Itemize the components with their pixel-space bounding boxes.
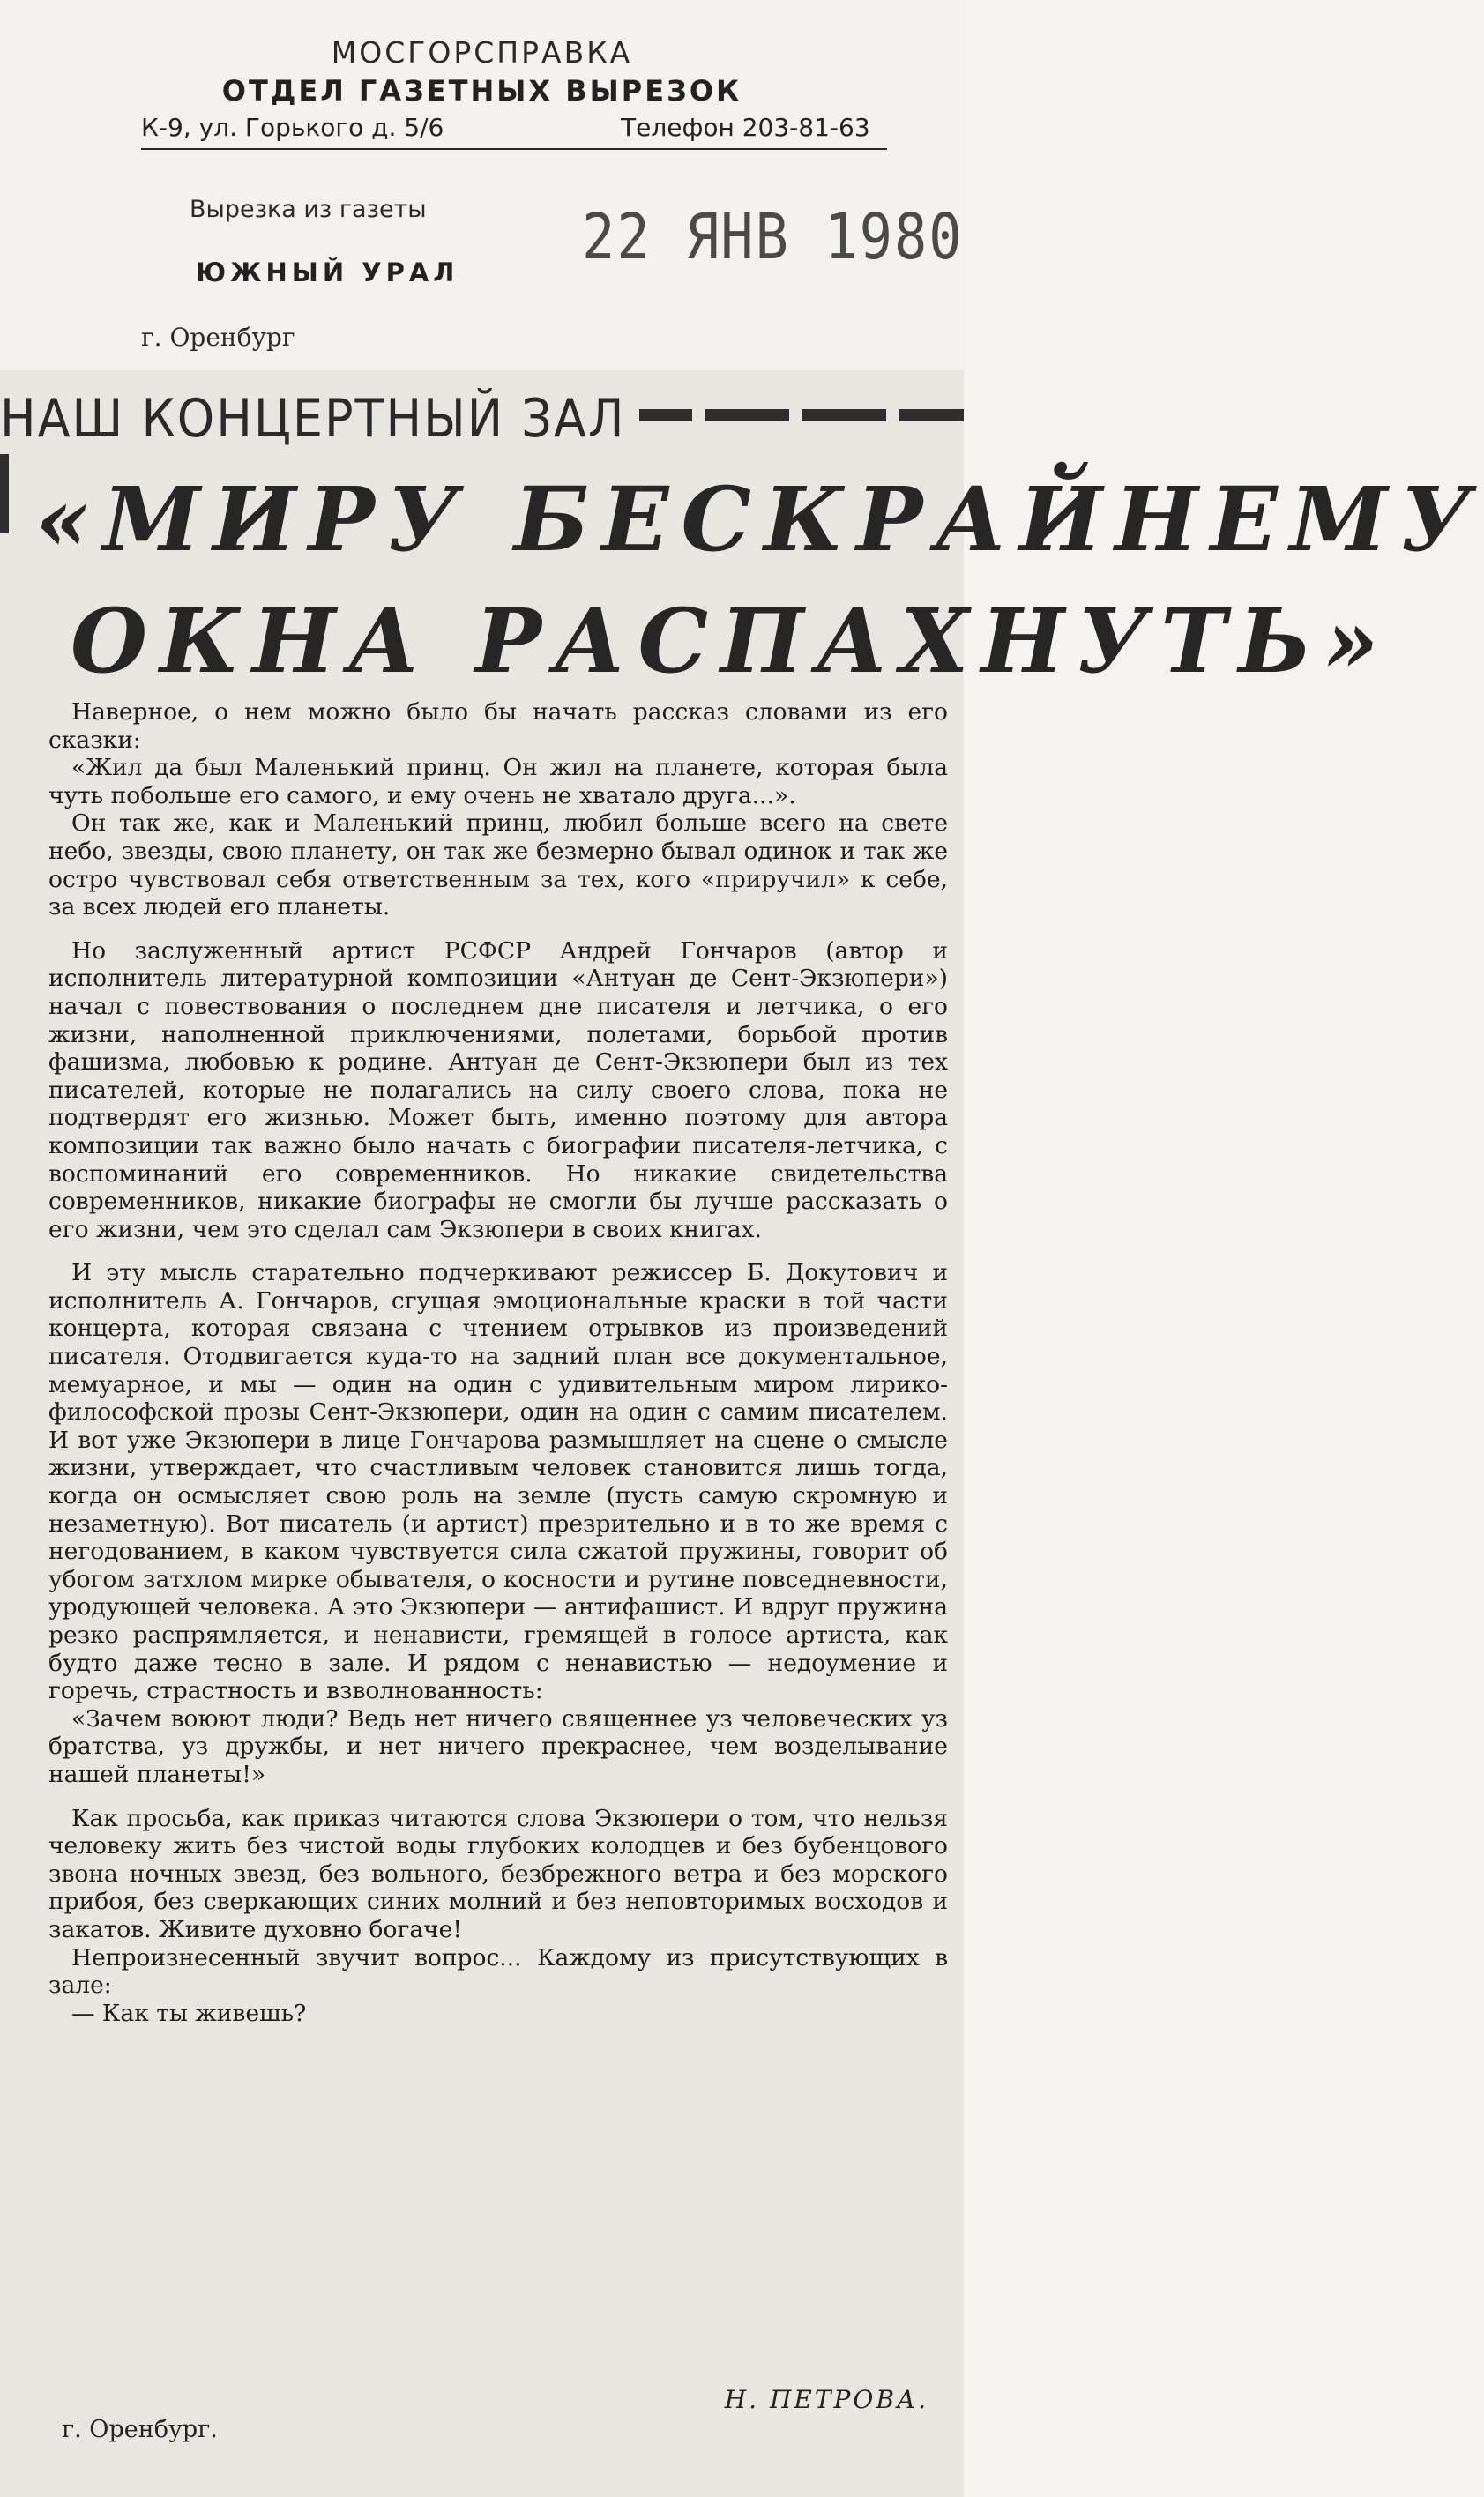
paragraph: Но заслуженный артист РСФСР Андрей Гончаров (автор и исполнитель литературной композиции «Антуан де Сент-Экзюпери») начал с повествования о последнем дне писателя и летчика, о его жизни, наполненной приключениями, полетами, борьбой против фашизма, любовью к родине. Антуан де Сент-Экзюпери был из тех писателей, которые не полагались на силу своего слова, пока не подтвердят его жизнью. Может быть, именно поэтому для автора композиции так важно было начать с биографии писателя-летчика, с воспоминаний его современников. Но никакие свидетельства современников, никакие биографы не смогли бы лучше рассказать о его жизни, чем это сделал сам Экзюпери в своих книгах. <box>48 936 948 1243</box>
clip-source-label: Вырезка из газеты <box>190 196 427 223</box>
paragraph: Наверное, о нем можно было бы начать рассказ словами из его сказки: <box>48 698 948 754</box>
rubric-dash <box>639 409 692 421</box>
clipping-bureau-stamp <box>0 0 964 370</box>
rubric-dash <box>899 409 964 421</box>
headline-line-1: «МИРУ БЕСКРАЙНЕМУ <box>35 467 1484 571</box>
rubric-dash <box>705 409 789 421</box>
newspaper-clipping <box>0 370 1484 2497</box>
headline-line-2: ОКНА РАСПАХНУТЬ» <box>71 589 1391 693</box>
paragraph: «Жил да был Маленький принц. Он жил на планете, которая была чуть побольше его самого, и ему очень не хватало друга...». <box>48 754 948 809</box>
paragraph: Непроизнесенный звучит вопрос... Каждому из присутствующих в зале: <box>48 1943 948 2000</box>
paragraph: И эту мысль старательно подчеркивают режиссер Б. Докутович и исполнитель А. Гончаров, сгущая эмоциональные краски в той части концерта, которая связана с чтением отрывков из произведений писателя. Отодвигается куда-то на задний план все документальное, мемуарное, и мы — один на один с удивительным миром лирико-философской прозы Сент-Экзюпери, один на один с самим писателем. И вот уже Экзюпери в лице Гончарова размышляет на сцене о смысле жизни, утверждает, что счастливым человек становится лишь тогда, когда он осмысляет свою роль на земле (пусть самую скромную и незаметную). Вот писатель (и артист) презрительно и в то же время с негодованием, в каком чувствуется сила сжатой пружины, говорит об убогом затхлом мирке обывателя, о косности и рутине повседневности, уродующей человека. А это Экзюпери — антифашист. И вдруг пружина резко распрямляется, и ненависти, гремящей в голосе артиста, как будто даже тесно в зале. И рядом с ненавистью — недоумение и горечь, страстность и взволнованность: <box>48 1259 948 1705</box>
paragraph: «Зачем воюют люди? Ведь нет ничего священнее уз человеческих уз братства, уз дружбы, и нет ничего прекраснее, чем возделывание нашей планеты!» <box>48 1704 948 1788</box>
paragraph: — Как ты живешь? <box>71 1999 307 2027</box>
newspaper-city: г. Оренбург <box>141 323 295 352</box>
bureau-phone: Телефон 203-81-63 <box>621 113 870 142</box>
bureau-address: К-9, ул. Горького д. 5/6 <box>141 113 444 142</box>
paragraph: Как просьба, как приказ читаются слова Экзюпери о том, что нельзя человеку жить без чистой воды глубоких колодцев и без бубенцового звона ночных звезд, без вольного, безбрежного ветра и без морского прибоя, без сверкающих синих молний и без неповторимых восходов и закатов. Живите духовно богаче! <box>48 1804 948 1943</box>
rubric-title: НАШ КОНЦЕРТНЫЙ ЗАЛ <box>0 388 626 450</box>
department-name: ОТДЕЛ ГАЗЕТНЫХ ВЫРЕЗОК <box>221 74 742 108</box>
article-body <box>48 698 948 2027</box>
headline-bar <box>0 454 9 533</box>
author-signature: Н. ПЕТРОВА. <box>724 2385 928 2414</box>
paragraph: Он так же, как и Маленький принц, любил больше всего на свете небо, звезды, свою планету, он так же безмерно бывал одинок и так же остро чувствовал себя ответственным за тех, кого «приручил» к себе, за всех людей его планеты. <box>48 809 948 921</box>
rubric-dash <box>802 409 886 421</box>
stamp-divider <box>141 148 887 150</box>
date-stamp: 22 ЯНВ 1980 <box>582 199 964 274</box>
dateline-city: г. Оренбург. <box>62 2416 218 2443</box>
bureau-name: МОСГОРСПРАВКА <box>331 35 633 70</box>
newspaper-name: ЮЖНЫЙ УРАЛ <box>196 257 459 287</box>
